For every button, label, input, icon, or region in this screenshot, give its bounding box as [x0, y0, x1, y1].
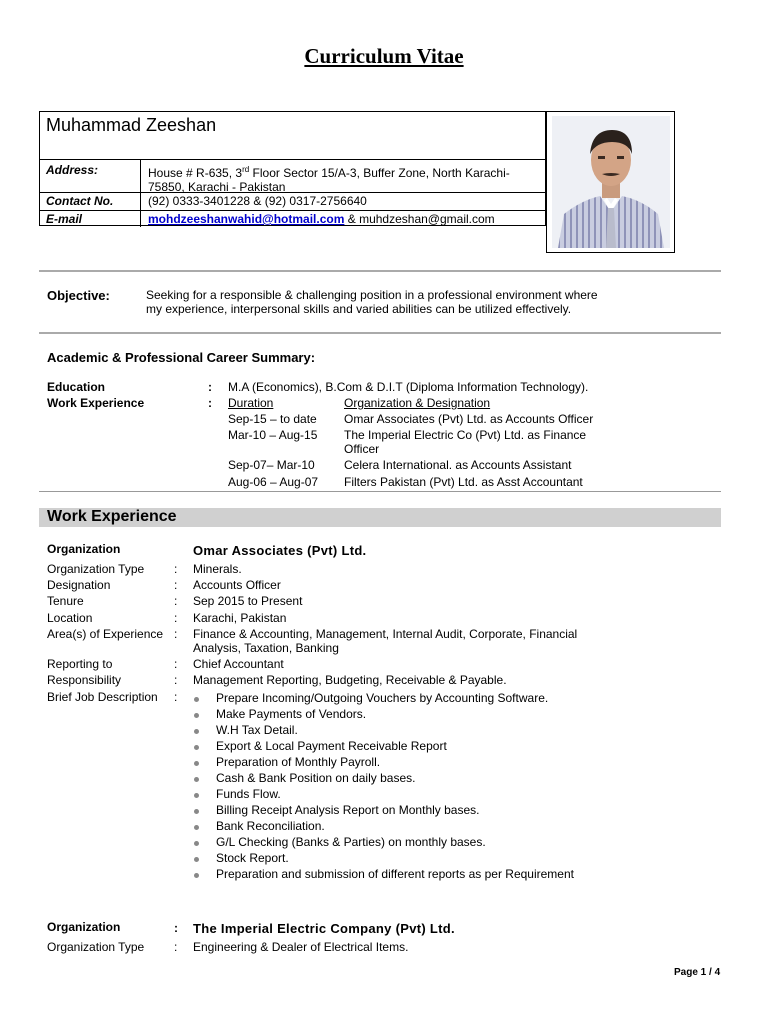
job2-org-value: The Imperial Electric Company (Pvt) Ltd. — [193, 921, 455, 936]
career-duration: Sep-07– Mar-10 — [228, 458, 315, 472]
email-label: E-mail — [46, 212, 83, 226]
address-line1-post: Floor Sector 15/A-3, Buffer Zone, North Karachi- — [249, 166, 510, 180]
job1-field-value: Sep 2015 to Present — [193, 594, 303, 608]
job1-brief-label: Brief Job Description — [47, 690, 158, 704]
career-org — [344, 428, 586, 456]
email-row — [40, 210, 547, 227]
workexp-label: Work Experience — [47, 396, 145, 410]
education-label: Education — [47, 380, 106, 394]
email-secondary: & muhdzeshan@gmail.com — [344, 212, 495, 226]
objective-line1: Seeking for a responsible & challenging position in a professional environment where — [146, 288, 598, 302]
bullet-icon — [194, 729, 199, 734]
job1-area-line2: Analysis, Taxation, Banking — [193, 641, 339, 655]
career-duration: Aug-06 – Aug-07 — [228, 475, 319, 489]
bullet-icon — [194, 809, 199, 814]
bullet-icon — [194, 697, 199, 702]
document-title: Curriculum Vitae — [304, 44, 464, 68]
job1-field-label: Organization Type — [47, 562, 145, 576]
objective-text — [146, 288, 706, 316]
career-org-line2: Officer — [344, 442, 380, 456]
duty-text: Billing Receipt Analysis Report on Monthly bases. — [216, 803, 480, 817]
org-header: Organization & Designation — [344, 396, 491, 410]
duty-text: Stock Report. — [216, 851, 289, 865]
job1-duties-list — [216, 691, 696, 883]
job1-field-colon: : — [174, 673, 178, 687]
job1-field-label: Reporting to — [47, 657, 113, 671]
job1-field-colon: : — [174, 611, 178, 625]
work-experience-heading: Work Experience — [47, 508, 177, 525]
email-link[interactable]: mohdzeeshanwahid@hotmail.com — [148, 212, 345, 226]
job2-org-colon: : — [174, 921, 178, 935]
address-value — [148, 163, 540, 194]
address-line1-pre: House # R-635, 3 — [148, 166, 243, 180]
duty-text: Preparation of Monthly Payroll. — [216, 755, 381, 769]
list-item — [216, 867, 696, 883]
career-duration: Sep-15 – to date — [228, 412, 317, 426]
divider-top — [39, 270, 721, 272]
job1-area-line1: Finance & Accounting, Management, Internal Audit, Corporate, Financial — [193, 627, 578, 641]
job2-org-label: Organization — [47, 920, 121, 934]
personal-info-box — [39, 111, 546, 226]
list-item — [216, 787, 696, 803]
job1-field-colon: : — [174, 594, 178, 608]
photo-frame — [546, 111, 675, 253]
job1-field-value: Karachi, Pakistan — [193, 611, 287, 625]
list-item — [216, 739, 696, 755]
duty-text: Export & Local Payment Receivable Report — [216, 739, 447, 753]
career-org: Filters Pakistan (Pvt) Ltd. as Asst Accountant — [344, 475, 583, 489]
duration-header: Duration — [228, 396, 274, 410]
job1-field-colon: : — [174, 578, 178, 592]
bullet-icon — [194, 761, 199, 766]
job2-type-label: Organization Type — [47, 940, 145, 954]
list-item — [216, 835, 696, 851]
bullet-icon — [194, 841, 199, 846]
bullet-icon — [194, 857, 199, 862]
job1-field-colon: : — [174, 562, 178, 576]
contact-value: (92) 0333-3401228 & (92) 0317-2756640 — [148, 194, 367, 208]
bullet-icon — [194, 873, 199, 878]
career-duration: Mar-10 – Aug-15 — [228, 428, 318, 442]
job1-field-label: Tenure — [47, 594, 84, 608]
list-item — [216, 723, 696, 739]
bullet-icon — [194, 713, 199, 718]
list-item — [216, 851, 696, 867]
personal-info-table — [39, 111, 675, 253]
list-item — [216, 707, 696, 723]
job1-field-colon: : — [174, 627, 178, 641]
career-org-line1: The Imperial Electric Co (Pvt) Ltd. as Finance — [344, 428, 587, 442]
summary-heading: Academic & Professional Career Summary: — [47, 350, 316, 365]
bullet-icon — [194, 793, 199, 798]
email-value — [148, 212, 540, 226]
list-item — [216, 691, 696, 707]
job1-field-value: Minerals. — [193, 562, 242, 576]
list-item — [216, 771, 696, 787]
divider-objective — [39, 332, 721, 334]
work-experience-banner — [39, 508, 721, 527]
objective-line2: my experience, interpersonal skills and varied abilities can be utilized effectively. — [146, 302, 572, 316]
job1-field-value: Chief Accountant — [193, 657, 284, 671]
duty-text: W.H Tax Detail. — [216, 723, 298, 737]
education-value: M.A (Economics), B.Com & D.I.T (Diploma Information Technology). — [228, 380, 589, 394]
address-line2: 75850, Karachi - Pakistan — [148, 180, 286, 194]
page-number: Page 1 / 4 — [674, 967, 721, 978]
job1-field-value: Accounts Officer — [193, 578, 281, 592]
duty-text: Preparation and submission of different reports as per Requirement — [216, 867, 574, 881]
duty-text: Cash & Bank Position on daily bases. — [216, 771, 416, 785]
job2-type-colon: : — [174, 940, 178, 954]
job1-field-label: Location — [47, 611, 93, 625]
duty-text: Bank Reconciliation. — [216, 819, 325, 833]
duty-text: Make Payments of Vendors. — [216, 707, 367, 721]
job1-field-value: Management Reporting, Budgeting, Receivable & Payable. — [193, 673, 507, 687]
job1-brief-colon: : — [174, 690, 178, 704]
job1-org-label: Organization — [47, 542, 121, 556]
address-sup: rd — [242, 165, 250, 174]
divider-summary — [39, 491, 721, 492]
duty-text: Funds Flow. — [216, 787, 281, 801]
bullet-icon — [194, 745, 199, 750]
profile-photo — [552, 116, 670, 248]
career-org: Omar Associates (Pvt) Ltd. as Accounts Officer — [344, 412, 594, 426]
objective-label: Objective: — [47, 288, 110, 303]
job2-type-value: Engineering & Dealer of Electrical Items. — [193, 940, 409, 954]
duty-text: G/L Checking (Banks & Parties) on monthly bases. — [216, 835, 486, 849]
list-item — [216, 803, 696, 819]
list-item — [216, 819, 696, 835]
job1-field-label: Area(s) of Experience — [47, 627, 164, 641]
contact-row — [40, 192, 547, 210]
bullet-icon — [194, 777, 199, 782]
bullet-icon — [194, 825, 199, 830]
job1-field-label: Designation — [47, 578, 111, 592]
education-colon: : — [208, 380, 212, 394]
job1-field-colon: : — [174, 657, 178, 671]
job1-field-label: Responsibility — [47, 673, 122, 687]
workexp-colon: : — [208, 396, 212, 410]
contact-label: Contact No. — [46, 194, 114, 208]
job1-org-value: Omar Associates (Pvt) Ltd. — [193, 543, 367, 558]
duty-text: Prepare Incoming/Outgoing Vouchers by Accounting Software. — [216, 691, 549, 705]
list-item — [216, 755, 696, 771]
candidate-name: Muhammad Zeeshan — [46, 115, 217, 135]
address-label: Address: — [46, 163, 99, 177]
job1-field-value — [193, 627, 713, 655]
career-org: Celera International. as Accounts Assistant — [344, 458, 572, 472]
